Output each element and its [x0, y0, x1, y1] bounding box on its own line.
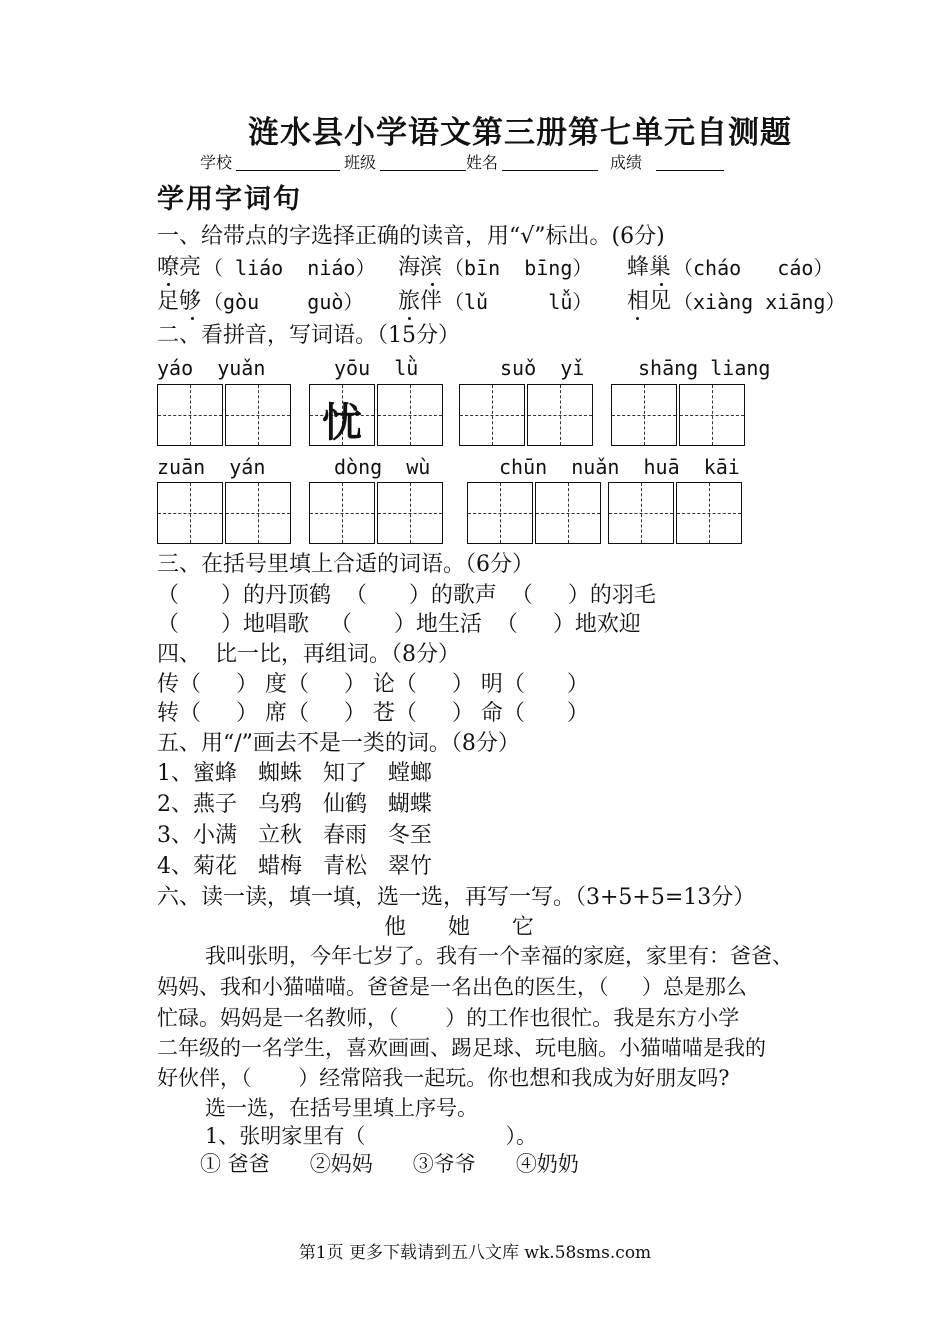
- q1-options[interactable]: （gòu guò）: [203, 290, 364, 314]
- writing-box[interactable]: [157, 482, 223, 544]
- class-label: 班级: [344, 153, 377, 172]
- writing-box[interactable]: [157, 384, 223, 446]
- q6-instruction: 选一选，在括号里填上序号。: [205, 1096, 478, 1120]
- passage-line[interactable]: 忙碌。妈妈是一名教师，（ ）的工作也很忙。我是东方小学: [157, 1006, 740, 1030]
- q3-line[interactable]: （ ）的丹顶鹤 （ ）的歌声 （ ）的羽毛: [157, 583, 656, 608]
- name-label: 姓名: [466, 153, 499, 172]
- q2-pinyin: suǒ yǐ: [500, 356, 585, 380]
- q1-word: 蜂巢: [627, 255, 672, 280]
- class-blank[interactable]: [380, 170, 466, 171]
- q1-options[interactable]: （ liáo niáo）: [203, 256, 376, 280]
- q1-word: 海滨: [398, 255, 443, 280]
- q1-options[interactable]: （bīn bīng）: [444, 256, 593, 280]
- q1-word: 足够: [157, 289, 202, 314]
- writing-box[interactable]: [467, 482, 533, 544]
- writing-box[interactable]: [676, 482, 742, 544]
- school-blank[interactable]: [236, 170, 340, 171]
- q5-item[interactable]: 1、蜜蜂 蜘蛛 知了 螳螂: [157, 761, 432, 786]
- writing-box[interactable]: [679, 384, 745, 446]
- q2-pinyin: yáo yuǎn: [157, 356, 266, 380]
- q2-pinyin: yōu lǜ: [334, 356, 419, 380]
- q2-pinyin: chūn nuǎn huā kāi: [499, 455, 740, 479]
- q6-question[interactable]: 1、张明家里有（ ）。: [205, 1124, 538, 1148]
- q3-heading: 三、在括号里填上合适的词语。（6分）: [157, 552, 534, 577]
- writing-box[interactable]: [535, 482, 601, 544]
- q1-word: 嘹亮: [157, 255, 202, 280]
- q1-word: 旅伴: [398, 289, 443, 314]
- q6-heading: 六、读一读，填一填，选一选，再写一写。（3+5+5=13分）: [157, 885, 756, 910]
- q6-pronouns: 他 她 它: [384, 915, 534, 940]
- school-label: 学校: [200, 153, 233, 172]
- writing-box[interactable]: [225, 384, 291, 446]
- emphasis-dot: [660, 283, 663, 286]
- writing-box[interactable]: [225, 482, 291, 544]
- q5-item[interactable]: 2、燕子 乌鸦 仙鹤 蝴蝶: [157, 792, 432, 817]
- score-label: 成绩: [610, 153, 643, 172]
- q1-options[interactable]: （xiàng xiāng）: [673, 290, 846, 314]
- writing-box[interactable]: [377, 482, 443, 544]
- q1-options[interactable]: （cháo cáo）: [673, 256, 834, 280]
- q4-heading: 四、 比一比，再组词。（8分）: [157, 642, 460, 667]
- page-title: 涟水县小学语文第三册第七单元自测题: [248, 115, 792, 151]
- name-blank[interactable]: [502, 170, 598, 171]
- emphasis-dot: [191, 317, 194, 320]
- q1-options[interactable]: （lǔ lǚ）: [444, 290, 593, 314]
- writing-box[interactable]: [611, 384, 677, 446]
- passage-line[interactable]: 妈妈、我和小猫喵喵。爸爸是一名出色的医生，（ ）总是那么: [157, 975, 747, 999]
- score-blank[interactable]: [656, 170, 724, 171]
- passage-line: 我叫张明，今年七岁了。我有一个幸福的家庭，家里有：爸爸、: [205, 944, 793, 968]
- q2-pinyin: shāng liang: [638, 356, 771, 380]
- q4-line[interactable]: 转（ ） 席（ ） 苍（ ） 命（ ）: [157, 701, 589, 726]
- writing-box[interactable]: [459, 384, 525, 446]
- q5-heading: 五、用“/”画去不是一类的词。（8分）: [157, 731, 520, 756]
- writing-box[interactable]: [527, 384, 593, 446]
- writing-box[interactable]: [608, 482, 674, 544]
- q2-heading: 二、看拼音，写词语。（15分）: [157, 323, 460, 348]
- section-heading: 学用字词句: [157, 184, 302, 215]
- emphasis-dot: [431, 283, 434, 286]
- emphasis-dot: [167, 283, 170, 286]
- page-footer: 第1页 更多下载请到五八文库 wk.58sms.com: [298, 1243, 652, 1263]
- q4-line[interactable]: 传（ ） 度（ ） 论（ ） 明（ ）: [157, 672, 589, 697]
- writing-box[interactable]: [309, 482, 375, 544]
- q5-item[interactable]: 4、菊花 蜡梅 青松 翠竹: [157, 854, 432, 879]
- writing-box[interactable]: [377, 384, 443, 446]
- passage-line[interactable]: 好伙伴，（ ）经常陪我一起玩。你也想和我成为好朋友吗?: [157, 1066, 730, 1090]
- writing-box[interactable]: [309, 384, 375, 446]
- q2-pinyin: zuān yán: [157, 455, 266, 479]
- q3-line[interactable]: （ ）地唱歌 （ ）地生活 （ ）地欢迎: [157, 612, 641, 637]
- emphasis-dot: [408, 317, 411, 320]
- given-character: 忧: [322, 400, 362, 446]
- q6-options[interactable]: ① 爸爸 ②妈妈 ③爷爷 ④奶奶: [200, 1152, 579, 1176]
- emphasis-dot: [636, 317, 639, 320]
- q1-heading: 一、给带点的字选择正确的读音，用“√”标出。(6分): [157, 224, 665, 249]
- passage-line: 二年级的一名学生，喜欢画画、踢足球、玩电脑。小猫喵喵是我的: [157, 1036, 766, 1060]
- q2-pinyin: dòng wù: [334, 455, 431, 479]
- q5-item[interactable]: 3、小满 立秋 春雨 冬至: [157, 823, 432, 848]
- q1-word: 相见: [627, 289, 672, 314]
